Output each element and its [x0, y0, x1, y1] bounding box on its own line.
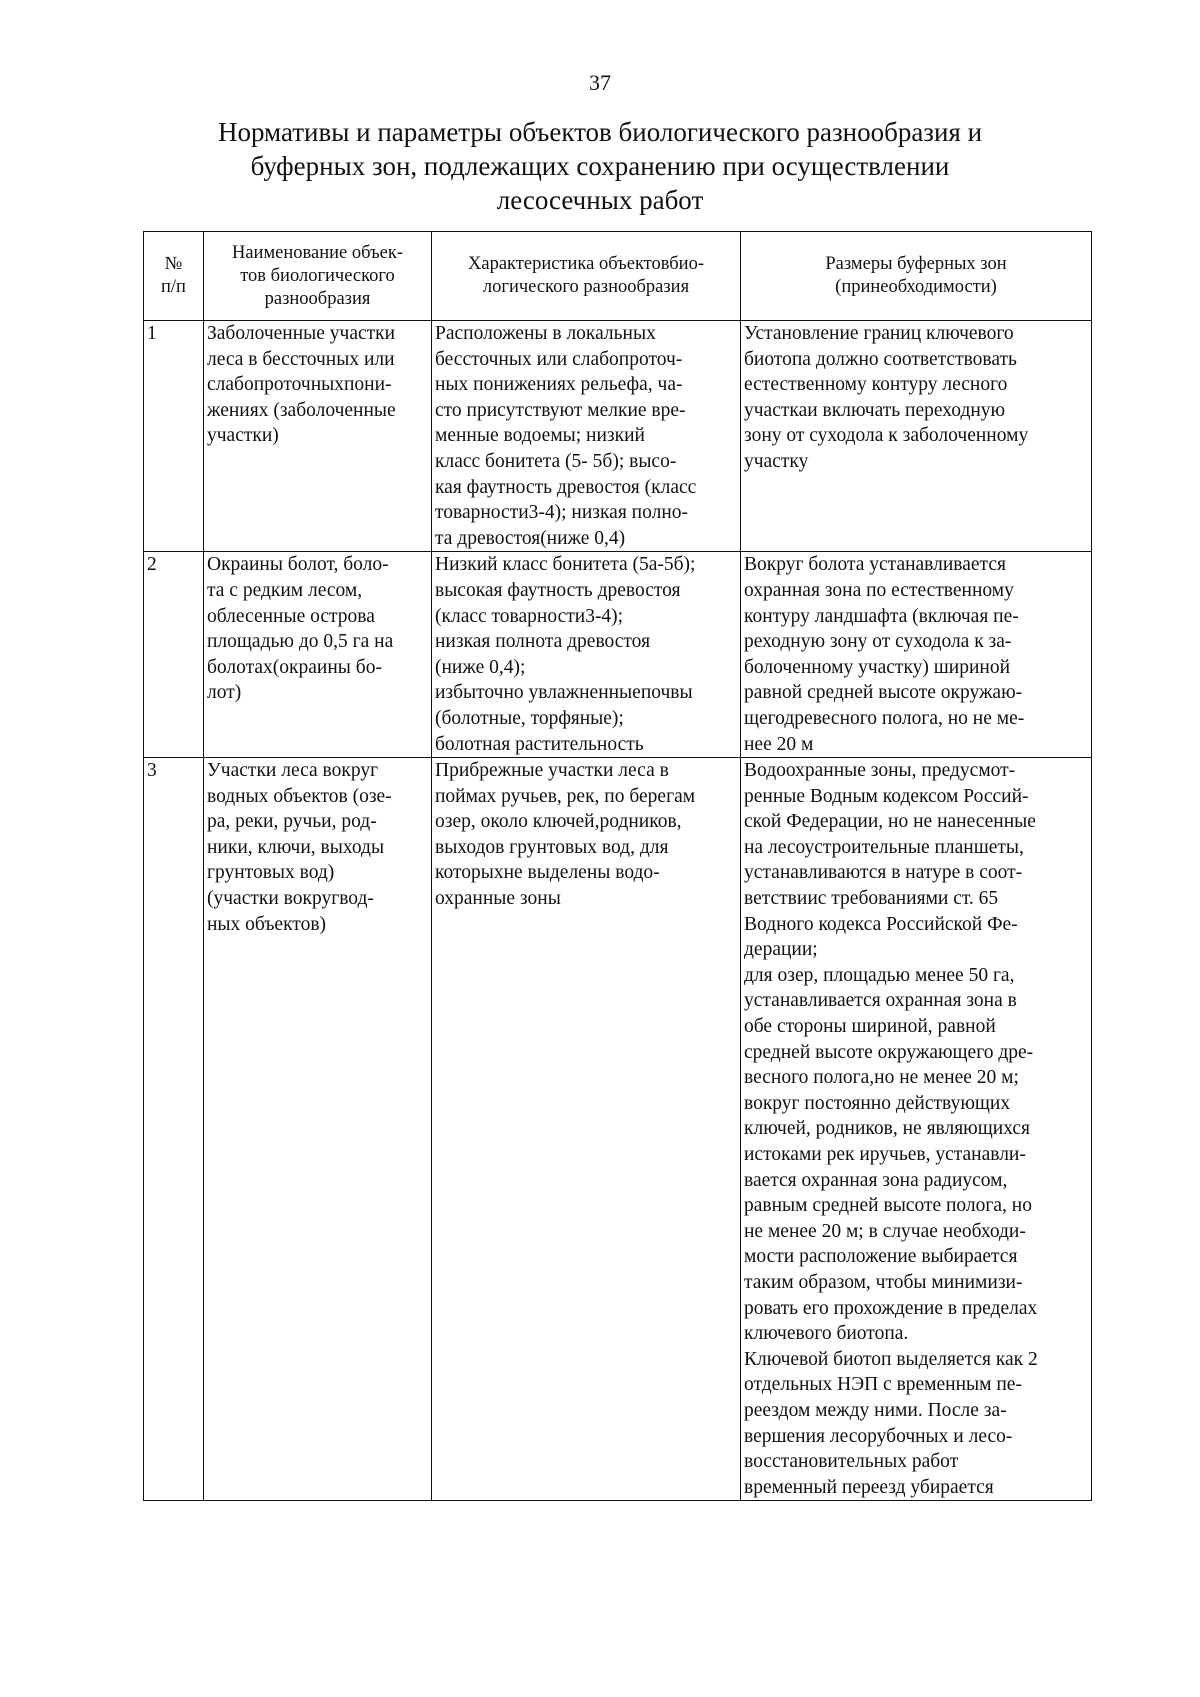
- table-row: [144, 552, 1092, 758]
- header-characteristics: Характеристика объектовбио- логического разнообразия: [432, 232, 741, 321]
- buffer-zone-cell: Вокруг болота устанавливается охранная зона по естественному контуру ландшафта (включая пе- реходную зону от суходола к за- болоченному участку) шириной равной средней высоте окружаю- щегодревесного полога, но не ме- нее 20 м: [741, 552, 1092, 758]
- characteristics-cell: Низкий класс бонитета (5а-5б); высокая фаутность древостоя (класс товарности3-4); низкая полнота древостоя (ниже 0,4); избыточно увлажненныепочвы (болотные, торфяные); болотная растительность: [432, 552, 741, 758]
- norms-table: [143, 231, 1092, 1501]
- row-number: 2: [144, 552, 204, 758]
- object-name-cell: Окраины болот, боло- та с редким лесом, облесенные острова площадью до 0,5 га на болотах(окраины бо- лот): [204, 552, 432, 758]
- row-number: 3: [144, 758, 204, 1501]
- row-number: 1: [144, 321, 204, 552]
- table-row: [144, 321, 1092, 552]
- table-header-row: [144, 232, 1092, 321]
- title-line: Нормативы и параметры объектов биологического разнообразия и: [217, 117, 983, 147]
- buffer-zone-cell: Водоохранные зоны, предусмот- ренные Водным кодексом Россий- ской Федерации, но не нанесенные на лесоустроительные планшеты, устанавливаются в натуре в соот- ветствиис требованиями ст. 65 Водного кодекса Российской Фе- дерации; для озер, площадью менее 50 га, устанавливается охранная зона в обе стороны шириной, равной средней высоте окружающего дре- весного полога,но не менее 20 м; вокруг постоянно действующих ключей, родников, не являющихся истоками рек иручьев, устанавли- вается охранная зона радиусом, равным средней высоте полога, но не менее 20 м; в случае необходи- мости расположение выбирается таким образом, чтобы минимизи- ровать его прохождение в пределах ключевого биотопа. Ключевой биотоп выделяется как 2 отдельных НЭП с временным пе- реездом между ними. После за- вершения лесорубочных и лесо- восстановительных работ временный переезд убирается: [741, 758, 1092, 1501]
- characteristics-cell: Прибрежные участки леса в поймах ручьев, рек, по берегам озер, около ключей,родников, выходов грунтовых вод, для которыхне выделены водо- охранные зоны: [432, 758, 741, 1501]
- header-num: № п/п: [144, 232, 204, 321]
- page-number: 37: [589, 70, 611, 95]
- header-buffer-sizes: Размеры буферных зон (принеобходимости): [741, 232, 1092, 321]
- buffer-zone-cell: Установление границ ключевого биотопа должно соответствовать естественному контуру лесного участкаи включать переходную зону от суходола к заболоченному участку: [741, 321, 1092, 552]
- characteristics-cell: Расположены в локальных бессточных или слабопроточ- ных понижениях рельефа, ча- сто присутствуют мелкие вре- менные водоемы; низкий класс бонитета (5- 5б); высо- кая фаутность древостоя (класс товарности3-4); низкая полно- та древостоя(ниже 0,4): [432, 321, 741, 552]
- object-name-cell: Участки леса вокруг водных объектов (озе- ра, реки, ручьи, род- ники, ключи, выходы грунтовых вод) (участки вокругвод- ных объектов): [204, 758, 432, 1501]
- header-name: Наименование объек- тов биологического разнообразия: [204, 232, 432, 321]
- title-line: буферных зон, подлежащих сохранению при осуществлении: [250, 151, 950, 181]
- table-row: [144, 758, 1092, 1501]
- object-name-cell: Заболоченные участки леса в бессточных или слабопроточныхпони- жениях (заболоченные участки): [204, 321, 432, 552]
- document-title: [160, 115, 1040, 217]
- title-line: лесосечных работ: [496, 185, 704, 215]
